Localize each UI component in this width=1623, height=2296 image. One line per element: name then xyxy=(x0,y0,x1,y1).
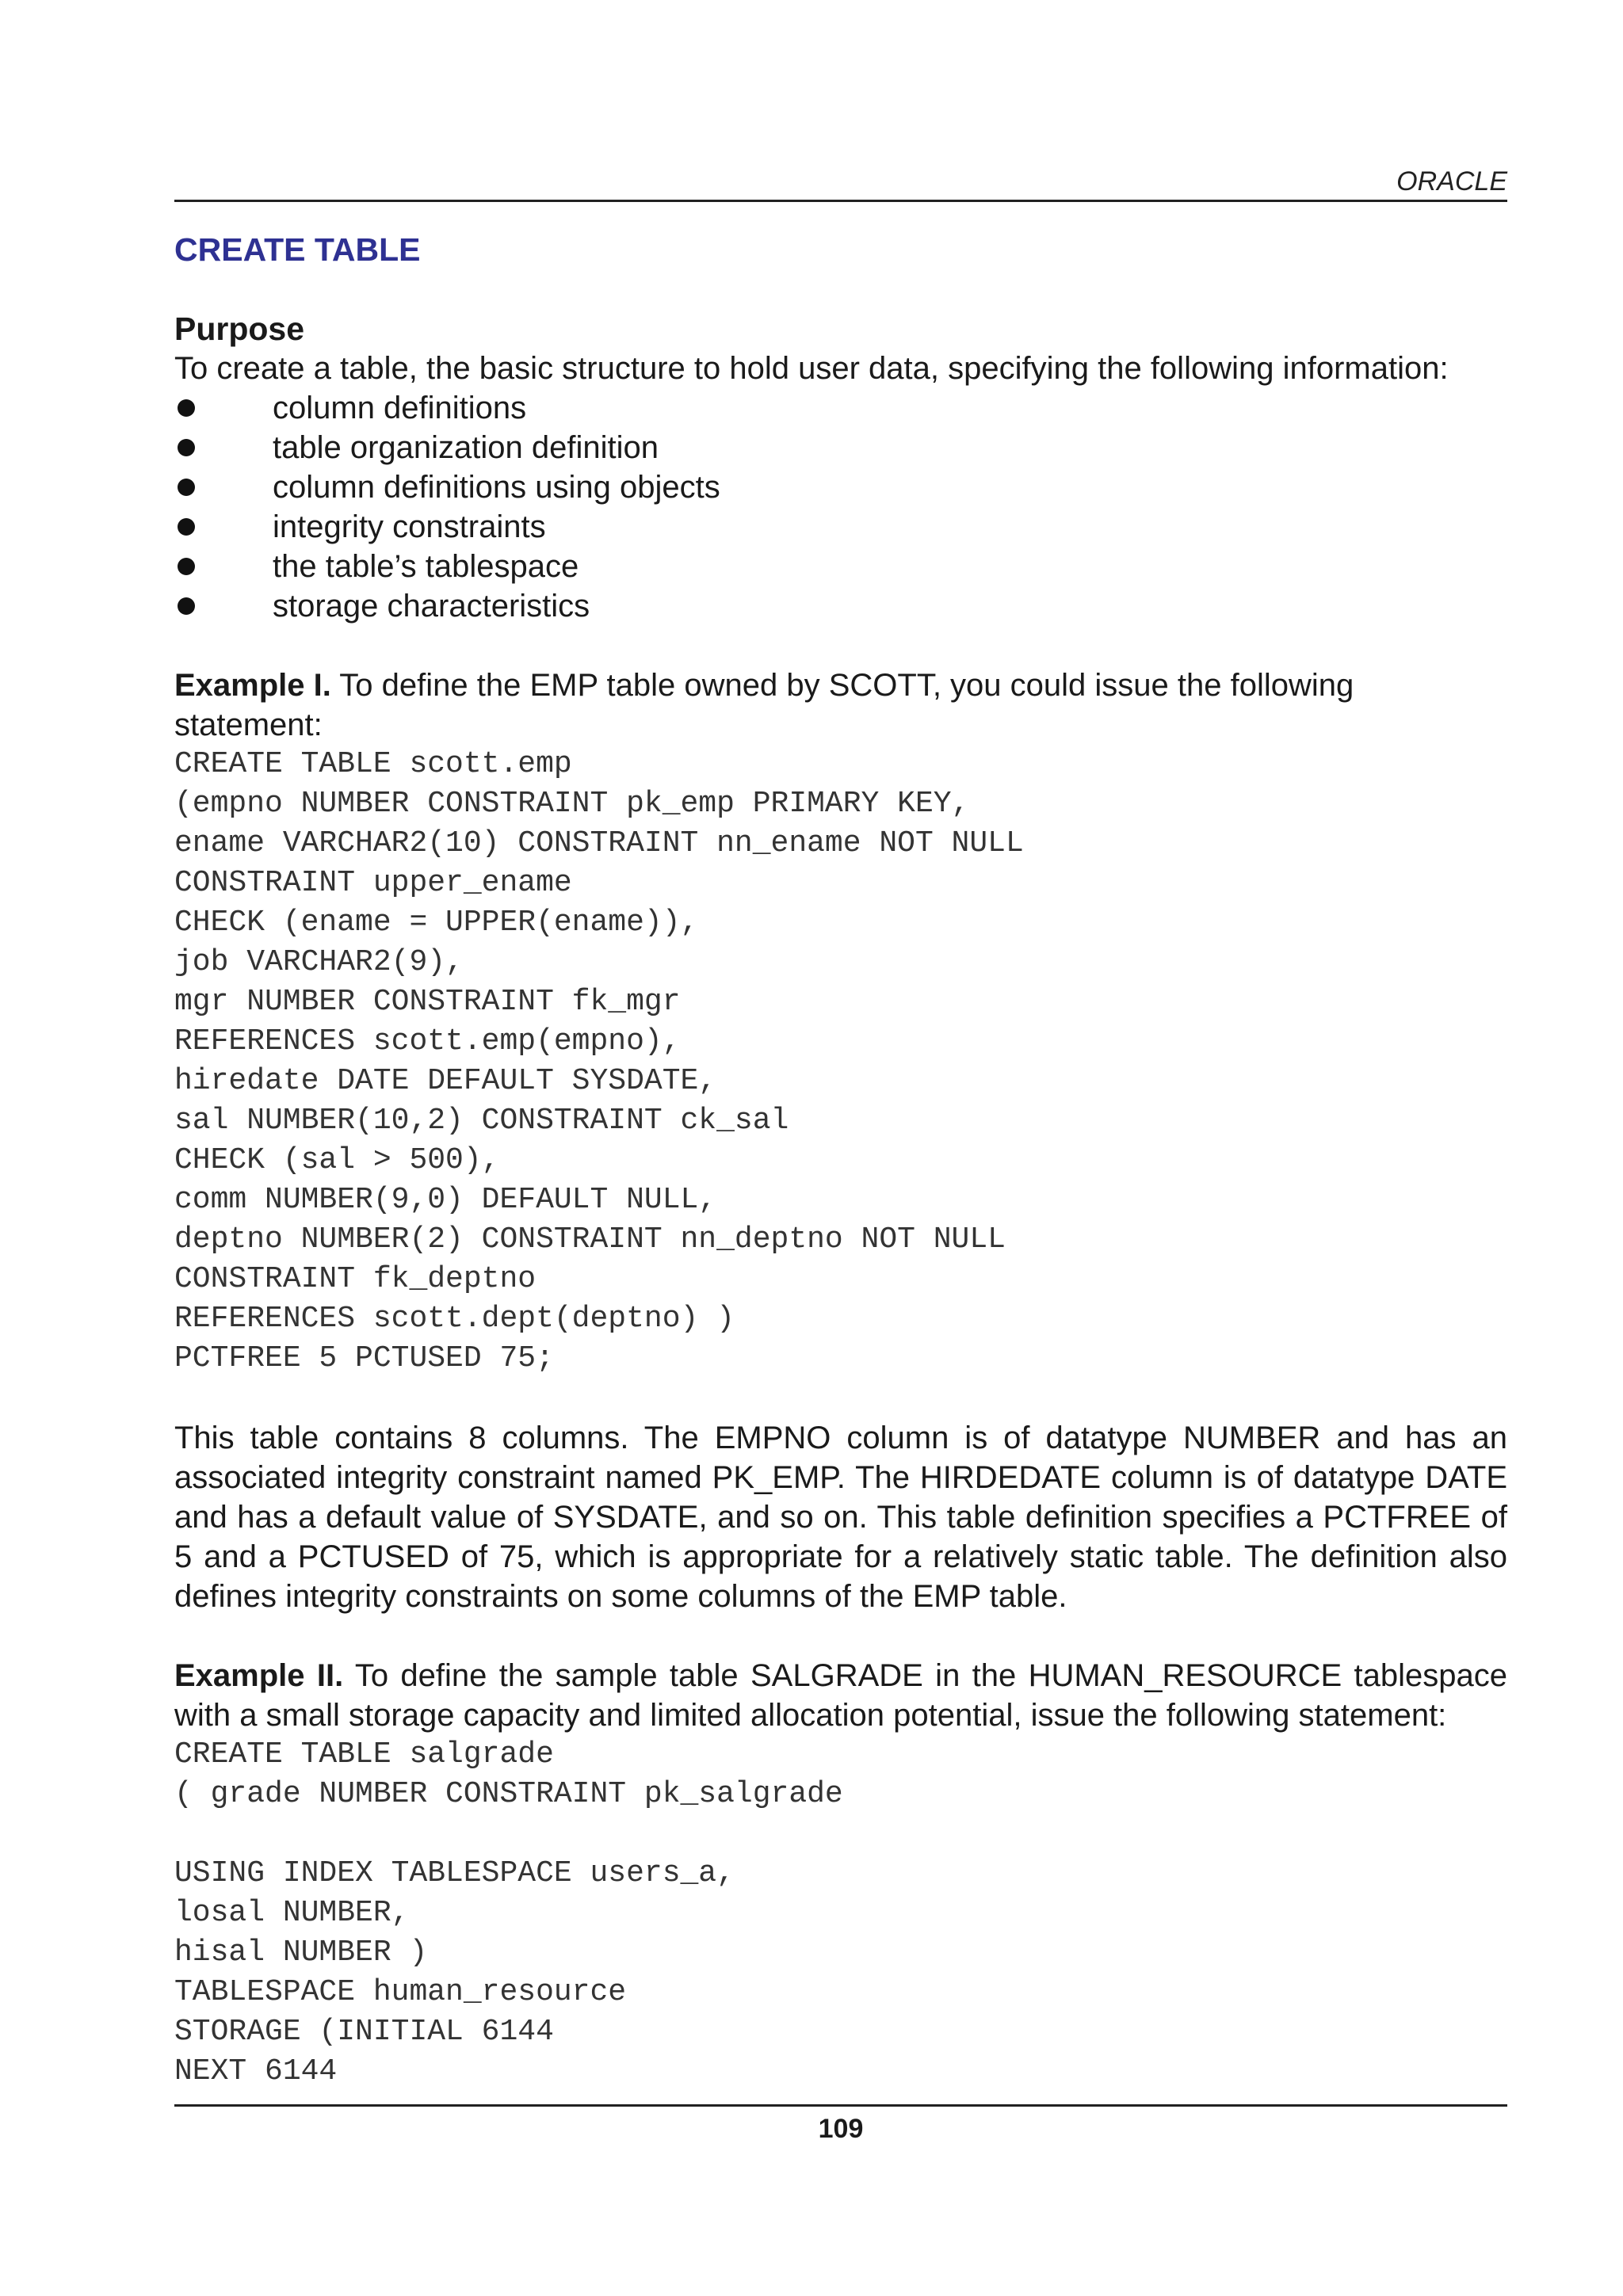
list-item: table organization definition xyxy=(174,428,1507,467)
page-number: 109 xyxy=(818,2114,864,2144)
purpose-intro: To create a table, the basic structure to hold user data, specifying the following information: xyxy=(174,351,1449,386)
list-item: column definitions using objects xyxy=(174,467,1507,507)
example2-text: To define the sample table SALGRADE in the HUMAN_RESOURCE tablespace with a small storage capacity and limited allocation potential, issue the following statement: xyxy=(174,1658,1507,1733)
list-item: storage characteristics xyxy=(174,586,1507,626)
purpose-bullet-list xyxy=(174,388,1507,626)
footer-rule xyxy=(174,2104,1507,2107)
list-item: integrity constraints xyxy=(174,507,1507,547)
example2-code-block: CREATE TABLE salgrade ( grade NUMBER CONSTRAINT pk_salgrade USING INDEX TABLESPACE users_a, losal NUMBER, hisal NUMBER ) TABLESPACE human_resource STORAGE (INITIAL 6144 NEXT 6144 xyxy=(174,1737,843,2088)
page-content xyxy=(174,309,1507,2092)
document-page xyxy=(174,0,1507,2296)
running-header: ORACLE xyxy=(1396,166,1507,196)
example2-intro xyxy=(174,1656,1507,1735)
bullet-icon xyxy=(178,558,195,575)
section-title: CREATE TABLE xyxy=(174,231,421,268)
list-item: column definitions xyxy=(174,388,1507,428)
purpose-heading: Purpose xyxy=(174,311,305,347)
example1-code-block: CREATE TABLE scott.emp (empno NUMBER CONSTRAINT pk_emp PRIMARY KEY, ename VARCHAR2(10) CONSTRAINT nn_ename NOT NULL CONSTRAINT upper_ename CHECK (ename = UPPER(ename)), job VARCHAR2(9), mgr NUMBER CONSTRAINT fk_mgr REFERENCES scott.emp(empno), hiredate DATE DEFAULT SYSDATE, sal NUMBER(10,2) CONSTRAINT ck_sal CHECK (sal > 500), comm NUMBER(9,0) DEFAULT NULL, deptno NUMBER(2) CONSTRAINT nn_deptno NOT NULL CONSTRAINT fk_deptno REFERENCES scott.dept(deptno) ) PCTFREE 5 PCTUSED 75; xyxy=(174,747,1024,1375)
bullet-icon xyxy=(178,439,195,456)
example1-intro xyxy=(174,666,1507,745)
bullet-icon xyxy=(178,597,195,615)
header-rule xyxy=(174,200,1507,202)
example1-text: To define the EMP table owned by SCOTT, you could issue the following statement: xyxy=(174,668,1354,742)
example1-label: Example I. xyxy=(174,668,331,703)
bullet-icon xyxy=(178,518,195,536)
example2-label: Example II. xyxy=(174,1658,344,1693)
list-item: the table’s tablespace xyxy=(174,547,1507,586)
bullet-icon xyxy=(178,399,195,417)
example1-explanation: This table contains 8 columns. The EMPNO column is of datatype NUMBER and has an associated integrity constraint named PK_EMP. The HIRDEDATE column is of datatype DATE and has a default value of SYSDATE, and so on. This table definition specifies a PCTFREE of 5 and a PCTUSED of 75, which is appropriate for a relatively static table. The definition also defines integrity constraints on some columns of the EMP table. xyxy=(174,1421,1507,1614)
bullet-icon xyxy=(178,479,195,496)
